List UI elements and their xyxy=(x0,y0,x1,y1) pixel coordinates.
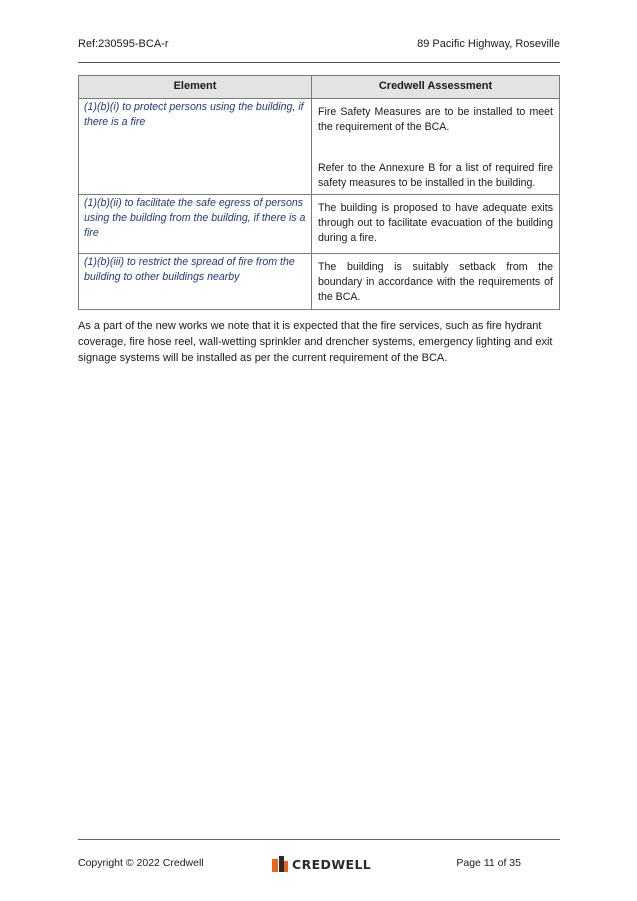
document-reference: Ref:230595-BCA-r xyxy=(78,38,169,50)
table-row xyxy=(79,195,560,254)
assessment-cell xyxy=(312,254,560,310)
table-header-row xyxy=(79,76,560,99)
footer-divider xyxy=(78,839,560,840)
assessment-table xyxy=(78,75,560,310)
credwell-logo-icon xyxy=(272,856,288,872)
column-header-assessment: Credwell Assessment xyxy=(312,76,560,99)
project-address: 89 Pacific Highway, Roseville xyxy=(417,38,560,50)
header-divider xyxy=(78,62,560,63)
table-row xyxy=(79,254,560,310)
page-header xyxy=(78,38,560,54)
element-cell: (1)(b)(i) to protect persons using the building, if there is a fire xyxy=(79,99,312,195)
assessment-text: Refer to the Annexure B for a list of required fire safety measures to be installed in the building. xyxy=(318,162,553,189)
column-header-element: Element xyxy=(79,76,312,99)
assessment-cell xyxy=(312,195,560,254)
element-cell: (1)(b)(ii) to facilitate the safe egress of persons using the building from the building, if there is a fire xyxy=(79,195,312,254)
page-number: Page 11 of 35 xyxy=(456,857,521,869)
element-cell: (1)(b)(iii) to restrict the spread of fire from the building to other buildings nearby xyxy=(79,254,312,310)
body-paragraph: As a part of the new works we note that it is expected that the fire services, such as fire hydrant coverage, fire hose reel, wall-wetting sprinkler and drencher systems, emergency lighting and exit signage systems will be installed as per the current requirement of the BCA. xyxy=(78,320,553,364)
copyright-text: Copyright © 2022 Credwell xyxy=(78,857,204,869)
logo-wordmark: CREDWELL xyxy=(292,856,372,872)
table-row xyxy=(79,99,560,195)
assessment-cell xyxy=(312,99,560,195)
assessment-text: The building is suitably setback from the boundary in accordance with the requirements of the BCA. xyxy=(318,261,553,303)
assessment-text: The building is proposed to have adequate exits through out to facilitate evacuation of the building during a fire. xyxy=(318,202,553,244)
credwell-logo xyxy=(272,855,371,873)
assessment-text: Fire Safety Measures are to be installed to meet the requirement of the BCA. xyxy=(318,106,553,133)
